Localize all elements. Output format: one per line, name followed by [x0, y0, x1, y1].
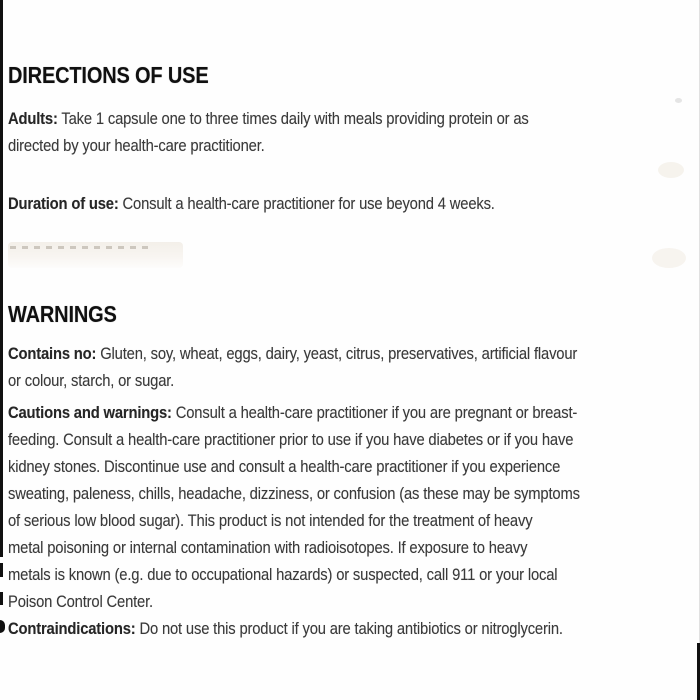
paragraph-text: Take 1 capsule one to three times daily with meals providing protein or as [57, 109, 529, 128]
text-line [8, 615, 610, 642]
text-line [8, 340, 610, 367]
paragraph-duration-of-use [8, 190, 700, 217]
text-line [8, 367, 610, 394]
text-line [8, 399, 610, 426]
paragraph-text: Gluten, soy, wheat, eggs, dairy, yeast, citrus, preservatives, artificial flavour [96, 344, 578, 363]
scan-smudge-spot [675, 98, 682, 103]
paragraph-text: Do not use this product if you are taking antibiotics or nitroglycerin. [135, 619, 563, 638]
scan-smudge-spot [658, 162, 684, 178]
text-line [8, 561, 610, 588]
paragraph-adults [8, 105, 700, 159]
paragraph-text: or colour, starch, or sugar. [8, 371, 175, 390]
scan-edge-left-mark [0, 563, 3, 577]
text-line [8, 507, 610, 534]
text-line [8, 480, 610, 507]
paragraph-lead: Duration of use: [8, 194, 119, 213]
paragraph-text: kidney stones. Discontinue use and consult a health-care practitioner if you experience [8, 457, 561, 476]
text-line [8, 132, 610, 159]
paragraph-lead: Cautions and warnings: [8, 403, 172, 422]
paragraph-cautions-and-warnings [8, 399, 700, 615]
text-line [8, 588, 610, 615]
paragraph-lead: Contraindications: [8, 619, 136, 638]
paragraph-text: feeding. Consult a health-care practitioner prior to use if you have diabetes or if you have [8, 430, 574, 449]
text-line [8, 105, 610, 132]
paragraph-text: Consult a health-care practitioner for use beyond 4 weeks. [118, 194, 495, 213]
scan-edge-left-dot [0, 620, 5, 633]
paragraph-lead: Adults: [8, 109, 58, 128]
paragraph-text: Consult a health-care practitioner if you are pregnant or breast- [171, 403, 578, 422]
text-line [8, 426, 610, 453]
paragraph-text: of serious low blood sugar). This product is not intended for the treatment of heavy [8, 511, 533, 530]
text-line [8, 534, 610, 561]
paragraph-text: metal poisoning or internal contamination with radioisotopes. If exposure to heavy [8, 538, 528, 557]
scan-smudge-spot [652, 248, 686, 268]
paragraph-text: Poison Control Center. [8, 592, 153, 611]
text-line [8, 190, 610, 217]
paragraph-contains-no [8, 340, 700, 394]
erased-text-smudge [8, 242, 183, 268]
paragraph-text: sweating, paleness, chills, headache, dizziness, or confusion (as these may be symptoms [8, 484, 580, 503]
section-heading-directions-of-use: DIRECTIONS OF USE [8, 62, 209, 88]
scan-edge-left [0, 0, 3, 557]
paragraph-text: metals is known (e.g. due to occupational hazards) or suspected, call 911 or your local [8, 565, 558, 584]
text-line [8, 453, 610, 480]
section-heading-warnings: WARNINGS [8, 301, 117, 327]
paragraph-text: directed by your health-care practitioner. [8, 136, 265, 155]
paragraph-lead: Contains no: [8, 344, 97, 363]
scan-edge-left-mark [0, 592, 3, 605]
paragraph-contraindications [8, 615, 700, 642]
